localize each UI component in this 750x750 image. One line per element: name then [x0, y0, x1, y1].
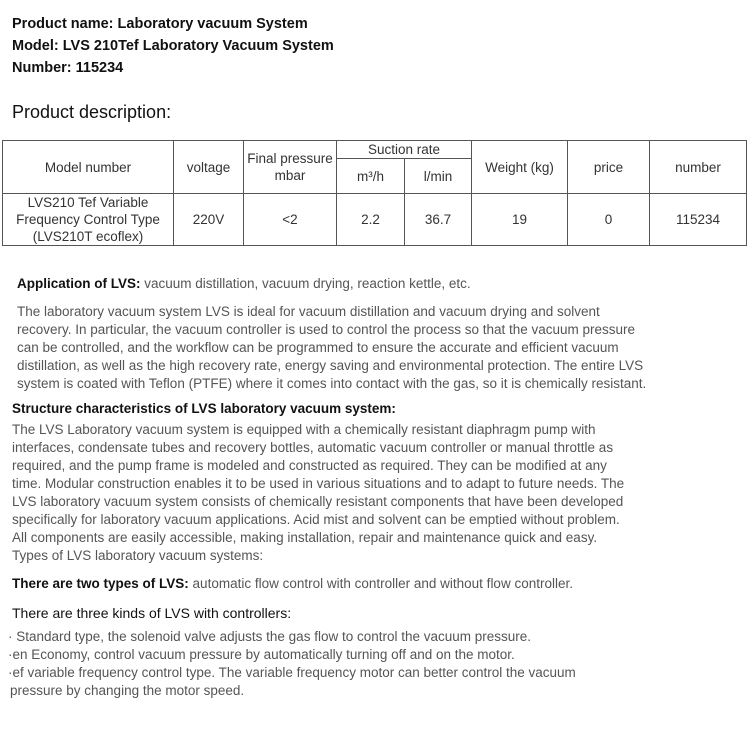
- para2-line: time. Modular construction enables it to be used in various situations and to adapt to future needs. The: [12, 476, 625, 491]
- kind-item: · Standard type, the solenoid valve adjusts the gas flow to control the vacuum pressure.: [8, 629, 532, 644]
- cell-price: 0: [568, 194, 650, 246]
- cell-pressure: <2: [244, 194, 337, 246]
- para2-line: interfaces, condensate tubes and recovery bottles, automatic vacuum controller or manual throttle as: [12, 440, 614, 455]
- cell-number: 115234: [650, 194, 747, 246]
- two-types-label: There are two types of LVS:: [12, 576, 189, 591]
- th-price: price: [568, 141, 650, 194]
- para2-line: The LVS Laboratory vacuum system is equipped with a chemically resistant diaphragm pump with: [12, 422, 596, 437]
- th-model: Model number: [3, 141, 174, 194]
- three-kinds-title: There are three kinds of LVS with controllers:: [12, 605, 292, 621]
- kind-item: pressure by changing the motor speed.: [10, 683, 245, 698]
- application-line: [17, 276, 471, 291]
- structure-title: Structure characteristics of LVS laboratory vacuum system:: [12, 401, 396, 416]
- para2-line: Types of LVS laboratory vacuum systems:: [12, 548, 264, 563]
- cell-m3h: 2.2: [337, 194, 405, 246]
- para1-line: can be controlled, and the workflow can be programmed to ensure the accurate and efficient vacuum: [17, 340, 619, 355]
- kind-item: ·en Economy, control vacuum pressure by automatically turning off and on the motor.: [8, 647, 515, 662]
- table-row: [3, 194, 747, 246]
- para2-line: LVS laboratory vacuum system consists of chemically resistant components that have been developed: [12, 494, 624, 509]
- product-number: Number: 115234: [12, 60, 124, 76]
- para1-line: distillation, as well as the high recovery rate, energy saving and environmental protection. The entire LVS: [17, 358, 644, 373]
- application-text: vacuum distillation, vacuum drying, reaction kettle, etc.: [140, 276, 471, 291]
- description-title: Product description:: [12, 102, 172, 122]
- th-m3h: m³/h: [337, 159, 405, 194]
- th-lmin: l/min: [405, 159, 472, 194]
- application-label: Application of LVS:: [17, 276, 141, 291]
- para2-line: specifically for laboratory vacuum applications. Acid mist and solvent can be emptied without problem.: [12, 512, 620, 527]
- product-name: Product name: Laboratory vacuum System: [12, 16, 308, 32]
- kind-item: ·ef variable frequency control type. The variable frequency motor can better control the vacuum: [8, 665, 576, 680]
- two-types-line: [12, 576, 573, 591]
- para1-line: recovery. In particular, the vacuum controller is used to control the process so that the vacuum pressure: [17, 322, 636, 337]
- cell-lmin: 36.7: [405, 194, 472, 246]
- para2-line: required, and the pump frame is modeled and constructed as required. They can be modified at any: [12, 458, 607, 473]
- th-weight: Weight (kg): [472, 141, 568, 194]
- product-model: Model: LVS 210Tef Laboratory Vacuum System: [12, 38, 334, 54]
- th-suction: Suction rate: [337, 141, 472, 159]
- th-pressure: Final pressure mbar: [244, 141, 337, 194]
- para1-line: The laboratory vacuum system LVS is ideal for vacuum distillation and vacuum drying and solvent: [17, 304, 600, 319]
- th-voltage: voltage: [174, 141, 244, 194]
- cell-voltage: 220V: [174, 194, 244, 246]
- para2-line: All components are easily accessible, making installation, repair and maintenance quick and easy.: [12, 530, 598, 545]
- two-types-text: automatic flow control with controller and without flow controller.: [188, 576, 573, 591]
- cell-model: LVS210 Tef Variable Frequency Control Type (LVS210T ecoflex): [3, 194, 174, 246]
- para1-line: system is coated with Teflon (PTFE) where it comes into contact with the gas, so it is chemically resistant.: [17, 376, 647, 391]
- spec-table: [2, 140, 747, 246]
- cell-weight: 19: [472, 194, 568, 246]
- th-number: number: [650, 141, 747, 194]
